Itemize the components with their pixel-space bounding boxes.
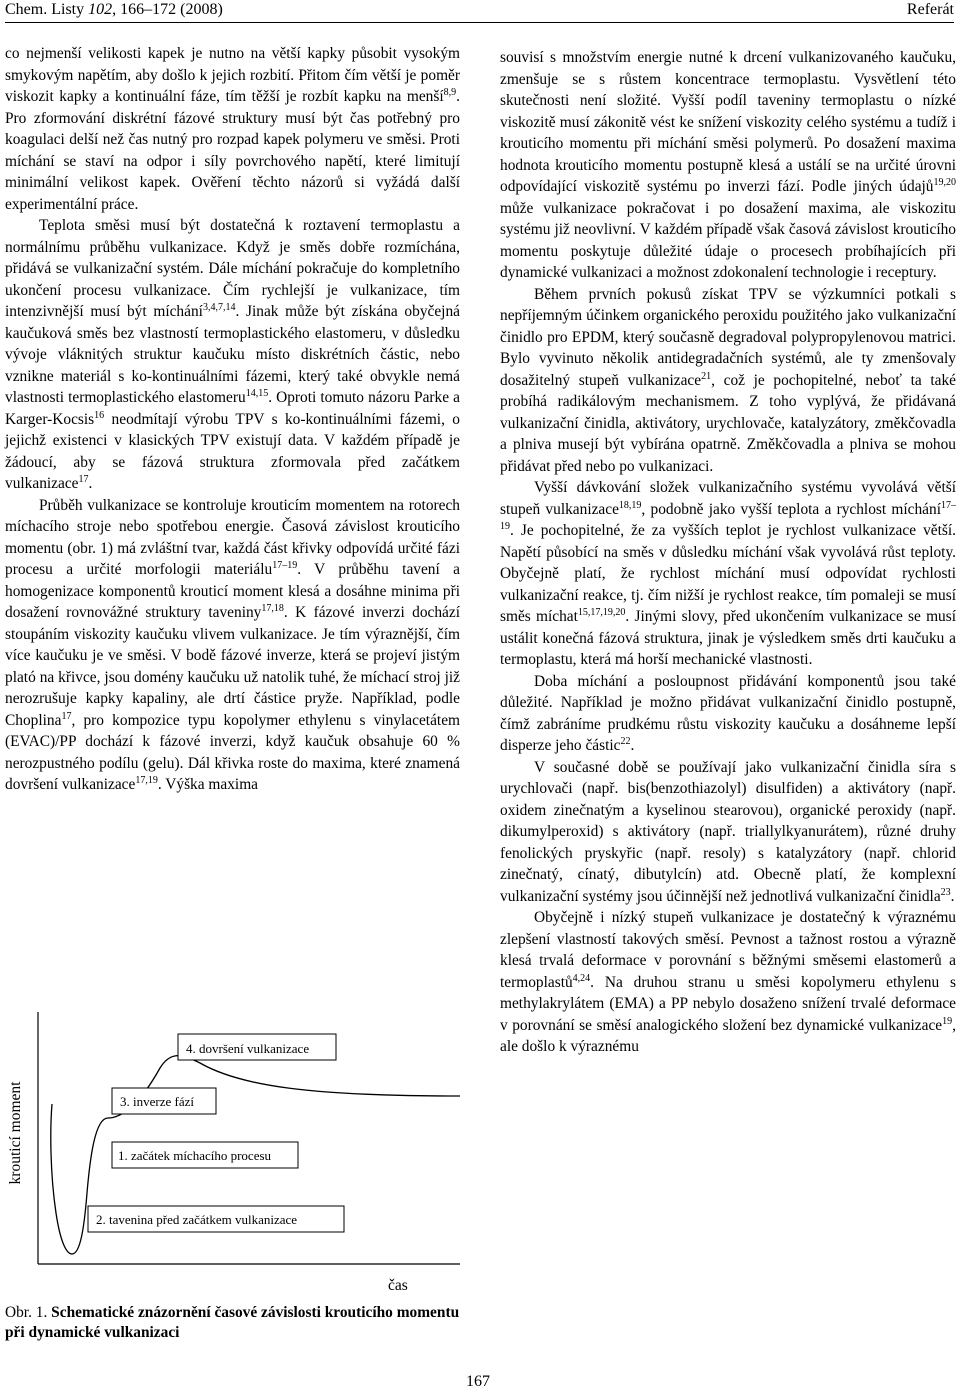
paragraph (500, 477, 956, 671)
text-run: Během prvních pokusů získat TPV se výzkumníci potkali s nepříjemným účinkem organického peroxidu použitého jako vulkanizační činidlo pro EPDM, který současně degradoval polypropylenovou matrici. Bylo vyvinuto několik antidegradačních systémů, ale ty zmenšovaly dosažitelný stupeň vulkanizace (500, 285, 956, 389)
text-run: . (950, 887, 955, 905)
phase3-label: 3. inverze fází (120, 1094, 194, 1109)
x-axis-label: čas (388, 1277, 408, 1294)
citation-ref: 19 (942, 1015, 953, 1027)
citation-ref: 17–19 (500, 499, 956, 532)
paragraph (5, 495, 460, 796)
citation-ref: 15,17,19,20 (577, 607, 626, 618)
paragraph (5, 43, 460, 215)
text-run: . Jinými slovy, před ukončením vulkanizace se musí ustálit konečná fázová struktura, jinak je výsledkem směs drti kaučuku a termoplastu, která má horší mechanické vlastnosti. (500, 608, 956, 668)
text-run: . Jinak může být získána obyčejná kaučuková směs bez vlastností termoplastického elastomeru, v důsledku vývoje vláknitých struktur kaučuku místo diskrétních částic, nebo vznikne materiál s ko-kontinuálními fázemi, který také obvykle nemá vlastnosti termoplastického elastomeru (5, 303, 460, 406)
text-run: Teplota směsi musí být dostatečná k roztavení termoplastu a normálnímu průběhu vulkanizace. Když je směs dobře rozmíchána, přidává se vulkanizační systém. Dále míchání pokračuje do kompletního ukončení procesu vulkanizace. Čím rychlejší je vulkanizace, tím intenzivnější musí být míchání (5, 217, 460, 320)
paragraph (500, 284, 956, 478)
figure-caption (5, 1303, 465, 1343)
text-run: . Oproti tomuto názoru Parke a Karger-Kocsis (5, 389, 460, 428)
text-run: , což je pochopitelné, neboť ta také probíhá radikálovým mechanismem. Z toho vyplývá, že přidávaná vulkanizační činidla, aktivátory, urychlovače, katalyzátory, změkčovadla a plniva musejí být vybírána opatrně. Změkčovadla a plniva se mohou přidávat před nebo po vulkanizaci. (500, 371, 956, 475)
figure-1 (0, 1008, 470, 1328)
citation-ref: 17,18 (261, 603, 284, 614)
text-run: Průběh vulkanizace se kontroluje krouticím momentem na rotorech míchacího stroje nebo spotřebou energie. Časová závislost krouticího momentu (obr. 1) má zvláštní tvar, každá část křivky odpovídá určité fázi procesu a určité morfologii materiálu (5, 496, 460, 578)
citation-ref: 21 (701, 370, 712, 382)
journal-name: Chem. Listy (5, 1, 89, 18)
text-run: , ale došlo k výraznému (500, 1016, 956, 1055)
torque-diagram (0, 1008, 470, 1308)
text-run: Doba míchání a posloupnost přidávání komponentů jsou také důležité. Například je možno přidávat vulkanizační činidlo postupně, čímž zabráníme prudkému růstu viskozity kaučuku a dosáhneme lepší disperze jeho částic (500, 672, 956, 754)
paragraph (500, 907, 956, 1058)
paragraph (500, 47, 956, 284)
text-run: . Na druhou stranu u směsi kopolymeru ethylenu s methylakrylátem (EMA) a PP nebylo dosaženo snížení trvalé deformace v porovnání se směsí analogického složení bez dynamické vulkanizace (500, 973, 956, 1034)
text-run: . (630, 737, 635, 754)
text-run: může vulkanizace pokračovat i po dosažení maxima, ale viskozitu systému již neovlivní. V každém případě však časová závislost krouticího momentu poskytuje důležité údaje o procesech probíhajících při dynamické vulkanizaci a možnost zdokonalení technologie i receptury. (500, 199, 956, 281)
text-run: , pro kompozice typu kopolymer ethylenu s vinylacetátem (EVAC)/PP dochází k fázové inverzi, když kaučuk obsahuje 60 % nerozpustného podílu (gelu). Dál křivka roste do maxima, které znamená dovršení vulkanizace (5, 711, 460, 793)
text-run: , podobně jako vyšší teplota a rychlost míchání (641, 500, 941, 518)
citation-ref: 8,9 (443, 87, 457, 98)
text-run: . V průběhu tavení a homogenizace komponentů krouticí moment klesá a dosáhne minima při dosažení rovnovážné struktury taveniny (5, 561, 460, 621)
text-run: neodmítají výrobu TPV s ko-kontinuálními fázemi, o jejichž existenci v klasických TPV existují data. V každém případě je žádoucí, aby se fázová struktura zformovala před začátkem vulkanizace (5, 410, 460, 492)
caption-label: Obr. 1. (5, 1304, 48, 1321)
text-run: Obyčejně i nízký stupeň vulkanizace je dostatečný k výraznému zlepšení vlastností takových směsí. Pevnost a tažnost rostou a výrazně klesá trvalá deformace v porovnání s běžnými směsemi elastomerů a termoplastů (500, 909, 956, 991)
paragraph (500, 757, 956, 908)
citation-ref: 18,19 (618, 499, 642, 511)
text-run: souvisí s množstvím energie nutné k drcení vulkanizovaného kaučuku, zmenšuje se s růstem koncentrace termoplastu. Vysvětlení této skutečnosti není složité. Vyšší podíl taveniny termoplastu o nízké viskozitě musí zákonitě vést ke snížení viskozity celého systému a tudíž i krouticího momentu při míchání směsi polymerů. Po dosažení maxima hodnota krouticího momentu postupně klesá a ustálí se na určité úrovni odpovídající viskozitě systému po inverzi fází. Podle jiných údajů (500, 49, 956, 195)
section-label: Referát (906, 1, 954, 18)
citation-ref: 22 (620, 736, 631, 747)
citation-ref: 4,24 (572, 972, 591, 984)
text-run: . Výška maxima (157, 776, 259, 793)
text-run: co nejmenší velikosti kapek je nutno na větší kapky působit vysokým smykovým napětím, aby došlo k jejich rozbití. Přitom čím větší je poměr viskozit kapky a kontinuální fáze, tím těžší je rozbít kapku na menší (5, 45, 460, 105)
page-header (0, 0, 960, 22)
phase2-label: 2. tavenina před začátkem vulkanizace (96, 1212, 298, 1227)
journal-volume: 102 (88, 1, 113, 18)
text-run: . (88, 475, 93, 492)
phase4-label: 4. dovršení vulkanizace (186, 1041, 310, 1056)
page-number: 167 (466, 1373, 490, 1390)
citation-ref: 19,20 (933, 177, 956, 188)
y-axis-label: krouticí moment (7, 1081, 24, 1185)
citation-ref: 17–19 (272, 560, 298, 571)
left-column (5, 43, 460, 796)
journal-citation (5, 1, 223, 19)
text-run: . K fázové inverzi dochází stoupáním viskozity kaučuku vlivem vulkanizace. Je tím výraznější, čím více kaučuku je ve směsi. V bodě fázové inverze, která se projeví jistým plató na křivce, jsou domény kaučuku už natolik tuhé, že míchací stroj již nerozrušuje kapky kapaliny, ale drtí částice pryže. Například, podle Choplina (5, 604, 460, 729)
paragraph (500, 671, 956, 757)
text-run: . Je pochopitelné, že za vyšších teplot je rychlost vulkanizace větší. Napětí působící na směs v důsledku míchání však vyvolává růst teploty. Obyčejně platí, že rychlost míchání musí odpovídat rychlosti vulkanizační reakce, tj. čím nižší je rychlost reakce, tím pomaleji se musí směs míchat (500, 522, 956, 625)
text-run: V současné době se používají jako vulkanizační činidla síra s urychlovači (např. bis(benzothiazolyl) disulfiden) a aktivátory (např. oxidem zinečnatým a kyselinou stearovou), organické peroxidy (např. dikumylperoxid) s aktivátory (např. triallylkyanurátem), různé druhy fenolických pryskyřic (např. resoly) s katalyzátory (např. chlorid zinečnatý, cínatý, dibutylcín) atd. Obecně platí, že komplexní vulkanizační systémy jsou účinnější než jednotlivá vulkanizační činidla (500, 758, 956, 905)
citation-ref: 3,4,7,14 (202, 302, 236, 313)
paragraph (5, 215, 460, 495)
phase1-label: 1. začátek míchacího procesu (118, 1148, 272, 1163)
caption-text: Schematické znázornění časové závislosti krouticího momentu při dynamické vulkanizaci (5, 1304, 460, 1341)
citation-ref: 17 (78, 474, 89, 485)
right-column (500, 47, 956, 1058)
citation-ref: 23 (940, 886, 951, 898)
citation-ref: 17 (61, 710, 72, 722)
citation-ref: 14,15 (245, 388, 269, 399)
journal-pages-year: , 166–172 (2008) (112, 1, 223, 18)
text-run: Vyšší dávkování složek vulkanizačního systému vyvolává větší stupeň vulkanizace (500, 479, 956, 518)
citation-ref: 17,19 (135, 775, 158, 786)
text-run: . Pro zformování diskrétní fázové struktury musí být čas potřebný pro koagulaci delší než čas nutný pro rozpad kapek polymeru ve směsi. Proti míchání se staví na odpor i síly povrchového napětí, které limitují minimální velikost kapek. Ověření těchto názorů si vyžádá další experimentální práce. (5, 88, 460, 213)
header-rule (5, 22, 954, 23)
citation-ref: 16 (94, 409, 105, 421)
